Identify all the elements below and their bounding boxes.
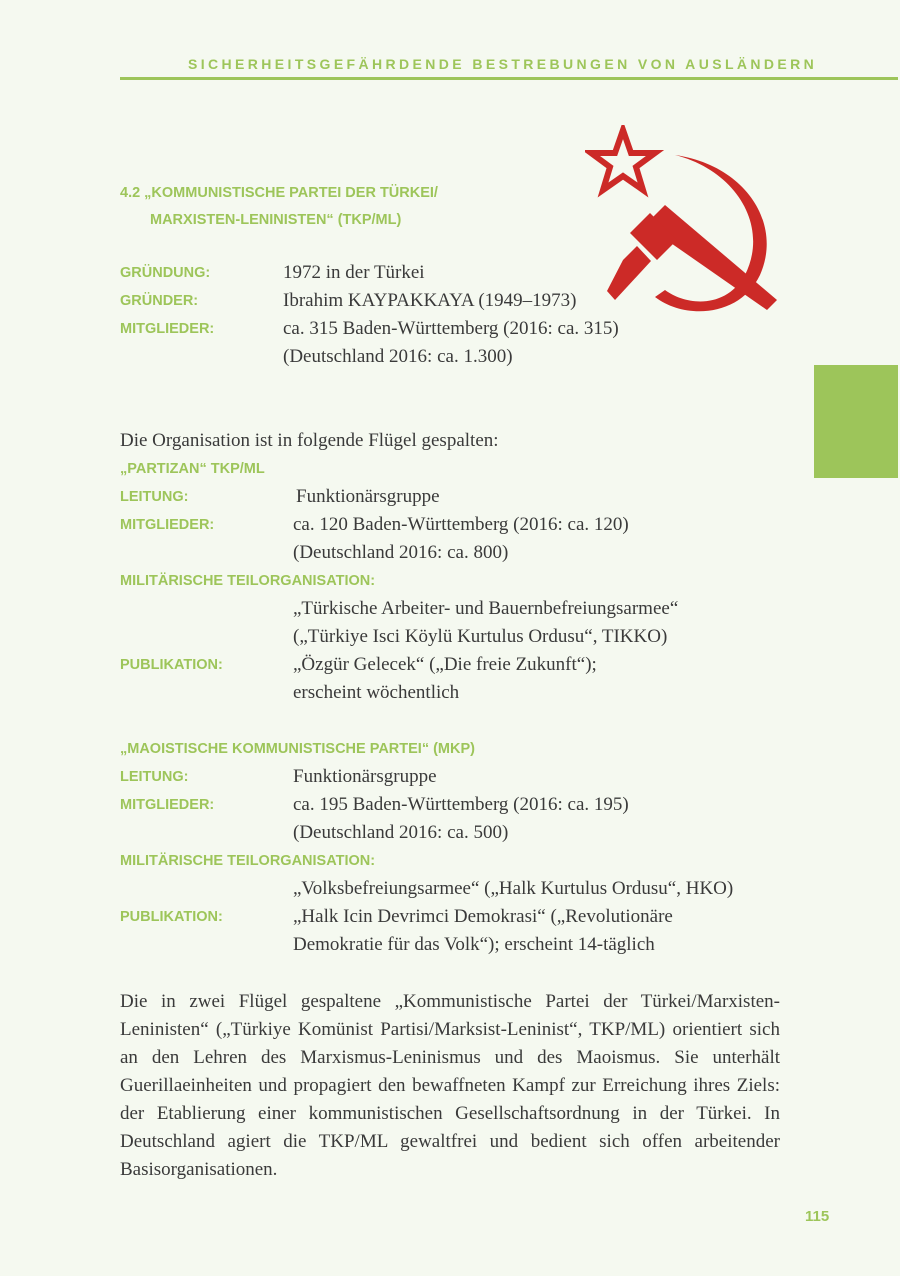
partizan-leitung-value: Funktionärsgruppe <box>296 486 440 507</box>
header-rule <box>120 77 898 80</box>
mkp-leitung-value: Funktionärsgruppe <box>293 766 437 787</box>
partizan-leitung-label: LEITUNG: <box>120 489 189 505</box>
mkp-leitung-label: LEITUNG: <box>120 769 189 785</box>
partizan-publication-value: „Özgür Gelecek“ („Die freie Zukunft“); <box>293 654 597 675</box>
partizan-members-germany: (Deutschland 2016: ca. 800) <box>293 542 509 563</box>
founding-value: 1972 in der Türkei <box>283 262 425 283</box>
section-title-line1: 4.2 „KOMMUNISTISCHE PARTEI DER TÜRKEI/ <box>120 185 438 201</box>
partizan-publication-label: PUBLIKATION: <box>120 657 223 673</box>
members-value: ca. 315 Baden-Württemberg (2016: ca. 315) <box>283 318 619 339</box>
members-label: MITGLIEDER: <box>120 321 215 337</box>
founder-label: GRÜNDER: <box>120 293 199 309</box>
partizan-military-label: MILITÄRISCHE TEILORGANISATION: <box>120 573 376 589</box>
members-value-germany: (Deutschland 2016: ca. 1.300) <box>283 346 513 367</box>
chapter-tab-marker <box>814 365 898 478</box>
body-paragraph: Die in zwei Flügel gespaltene „Kommunistische Partei der Türkei/Marxisten-Leninisten“ („Türkiye Komünist Partisi/Marksist-Leninist“, TKP/ML) orientiert sich an den Lehren des Marxismus-Leninismus und des Maoismus. Sie unterhält Guerillaeinheiten und propagiert den bewaffneten Kampf zur Erreichung ihres Ziels: der Etablierung einer kommunistischen Gesellschaftsordnung in der Türkei. In Deutschland agiert die TKP/ML gewaltfrei und bedient sich offen arbeitender Basisorganisationen. <box>120 991 780 1180</box>
running-title: SICHERHEITSGEFÄHRDENDE BESTREBUNGEN VON AUSLÄNDERN <box>188 56 818 72</box>
mkp-members-value: ca. 195 Baden-Württemberg (2016: ca. 195) <box>293 794 629 815</box>
mkp-members-germany: (Deutschland 2016: ca. 500) <box>293 822 509 843</box>
partizan-members-value: ca. 120 Baden-Württemberg (2016: ca. 120) <box>293 514 629 535</box>
hammer-and-sickle-with-star-icon <box>585 125 785 320</box>
mkp-publication-label: PUBLIKATION: <box>120 909 223 925</box>
wing-mkp-title: „MAOISTISCHE KOMMUNISTISCHE PARTEI“ (MKP) <box>120 741 475 757</box>
mkp-military-label: MILITÄRISCHE TEILORGANISATION: <box>120 853 376 869</box>
mkp-members-label: MITGLIEDER: <box>120 797 215 813</box>
founding-label: GRÜNDUNG: <box>120 265 211 281</box>
section-title-line2: MARXISTEN-LENINISTEN“ (TKP/ML) <box>150 212 402 228</box>
mkp-military-value: „Volksbefreiungsarmee“ („Halk Kurtulus Ordusu“, HKO) <box>293 878 734 899</box>
page-number: 115 <box>805 1208 830 1225</box>
partizan-members-label: MITGLIEDER: <box>120 517 215 533</box>
founder-value: Ibrahim KAYPAKKAYA (1949–1973) <box>283 290 577 311</box>
partizan-military-value2: („Türkiye Isci Köylü Kurtulus Ordusu“, TIKKO) <box>293 626 668 647</box>
intro-text: Die Organisation ist in folgende Flügel gespalten: <box>120 430 499 451</box>
section-heading <box>120 180 438 234</box>
mkp-publication-value2: Demokratie für das Volk“); erscheint 14-täglich <box>293 934 655 955</box>
mkp-publication-value: „Halk Icin Devrimci Demokrasi“ („Revolutionäre <box>293 906 673 927</box>
partizan-publication-value2: erscheint wöchentlich <box>293 682 460 703</box>
wing-partizan-title: „PARTIZAN“ TKP/ML <box>120 461 265 477</box>
partizan-military-value: „Türkische Arbeiter- und Bauernbefreiungsarmee“ <box>293 598 679 619</box>
